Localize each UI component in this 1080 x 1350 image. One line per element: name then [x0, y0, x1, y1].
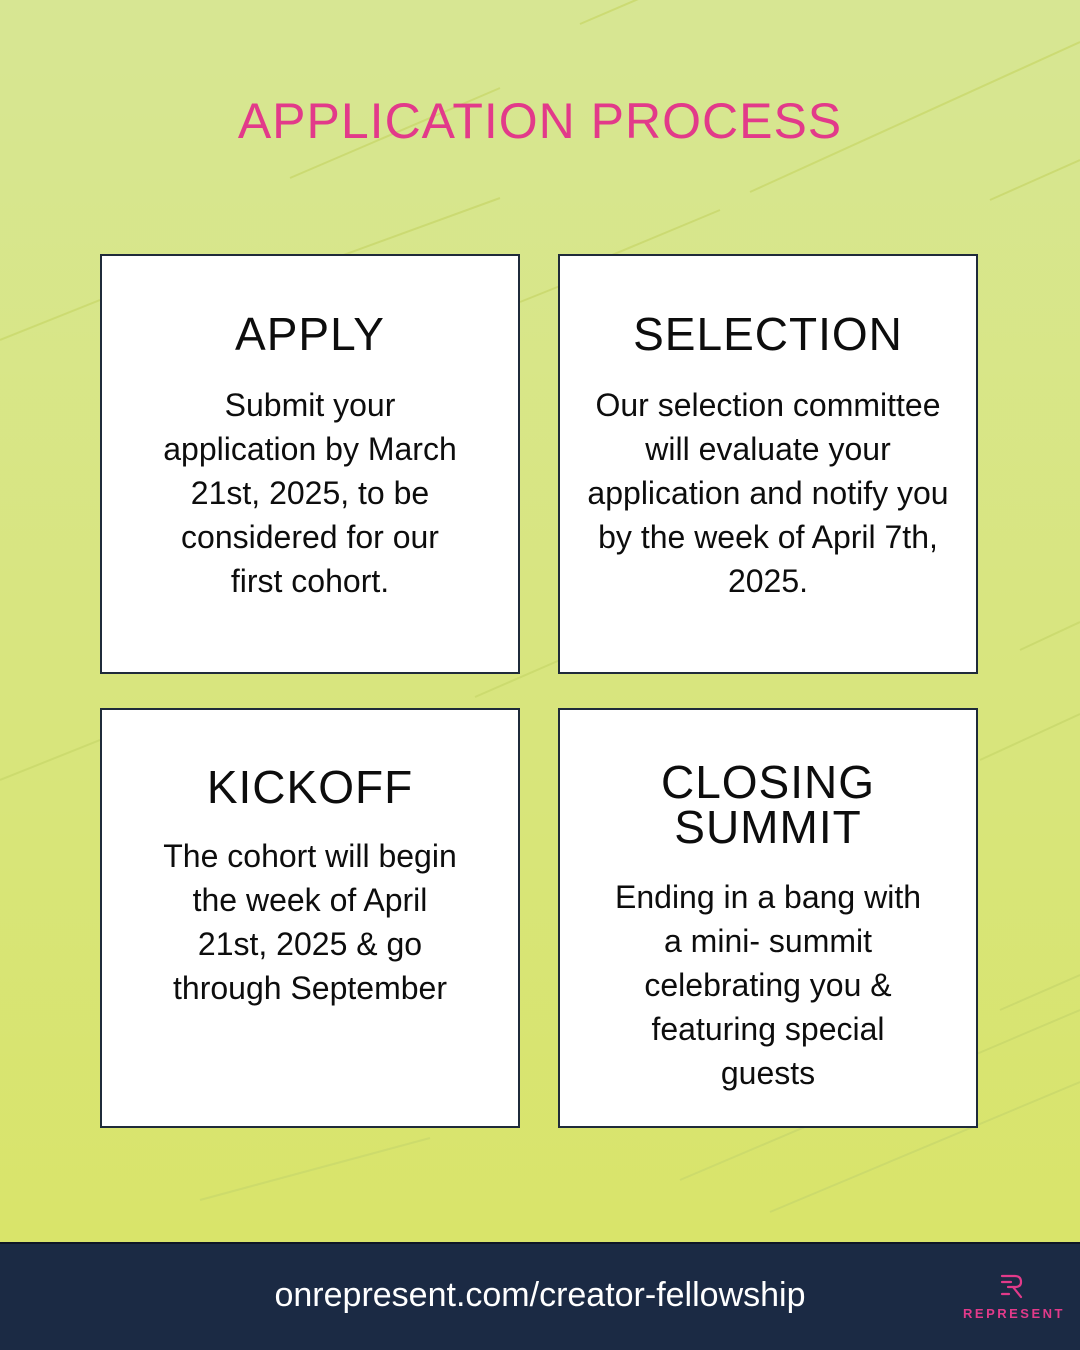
step-card-kickoff — [100, 708, 520, 1128]
page-title: APPLICATION PROCESS — [237, 93, 843, 149]
card-heading: SELECTION — [633, 308, 903, 360]
logo-wordmark: REPRESENT — [963, 1306, 1065, 1321]
card-body: Submit your application by March 21st, 2025, to be considered for our first cohort. — [163, 387, 457, 599]
card-heading: KICKOFF — [206, 761, 414, 813]
card-body: The cohort will begin the week of April 21st, 2025 & go through September — [163, 838, 457, 1006]
represent-logo — [958, 1272, 1070, 1332]
footer-bar — [0, 1242, 1080, 1350]
step-card-closing-summit — [558, 708, 978, 1128]
card-body: Ending in a bang with a mini- summit celebrating you & featuring special guests — [615, 879, 921, 1091]
card-body: Our selection committee will evaluate your application and notify you by the week of April 7th, 2025. — [587, 387, 949, 599]
card-heading: APPLY — [235, 308, 385, 360]
represent-logo-icon — [999, 1272, 1029, 1300]
step-card-selection — [558, 254, 978, 674]
card-heading: CLOSING SUMMIT — [660, 756, 876, 853]
footer-url-link[interactable]: onrepresent.com/creator-fellowship — [274, 1276, 806, 1314]
step-card-apply — [100, 254, 520, 674]
